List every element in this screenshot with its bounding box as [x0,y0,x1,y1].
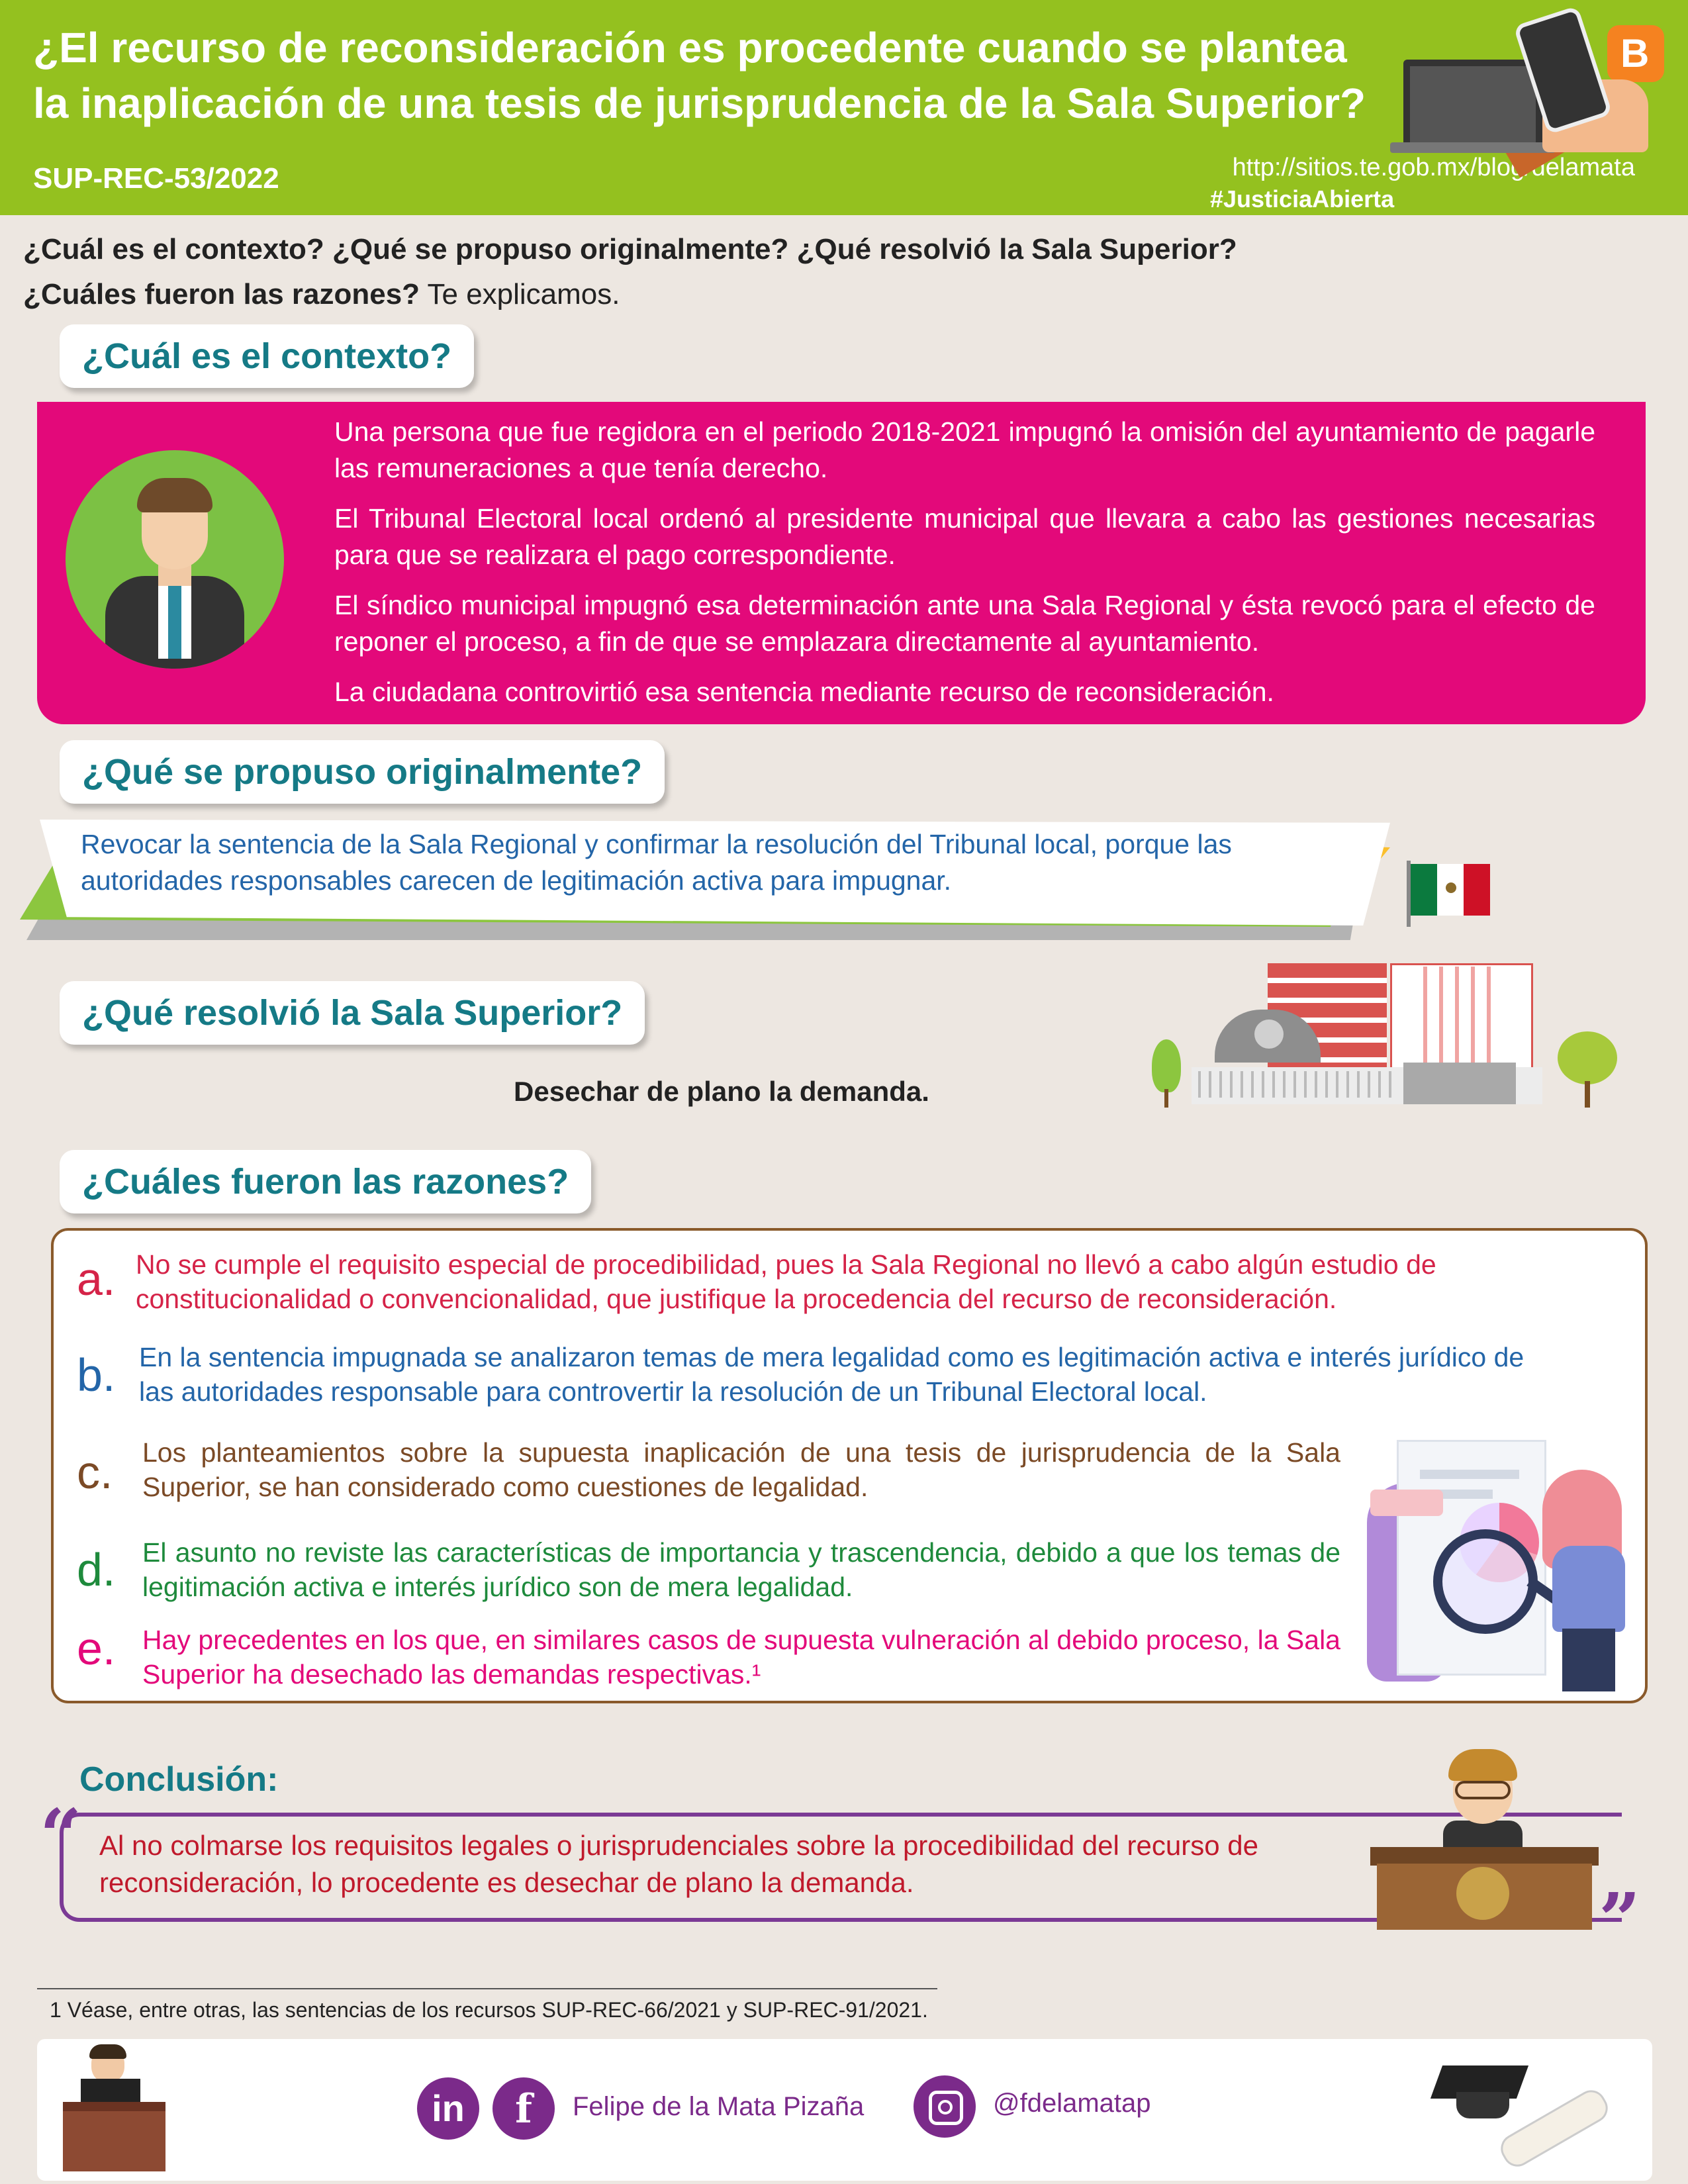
analyst-illustration [1552,1546,1625,1632]
facebook-icon[interactable]: f [492,2077,555,2140]
hashtag: #JusticiaAbierta [1210,185,1395,213]
document-line [1420,1470,1519,1479]
blog-url-link[interactable]: http://sitios.te.gob.mx/blog/delamata [1232,154,1635,181]
resolved-heading: ¿Qué resolvió la Sala Superior? [60,981,645,1045]
linkedin-icon[interactable]: in [417,2077,479,2140]
context-paragraph: Una persona que fue regidora en el periodo 2018-2021 impugnó la omisión del ayuntamiento de pagarle las remuneraciones a que tenía derecho. [334,416,1595,483]
bench-top [1370,1847,1599,1866]
judge-hair [1448,1749,1517,1781]
judge-glasses-icon [1455,1781,1511,1799]
case-number: SUP-REC-53/2022 [33,162,279,195]
reason-text: El asunto no reviste las características de importancia y trascendencia, debido a que los temas de legitimación activa e interés jurídico son de mera legalidad. [142,1537,1340,1602]
context-paragraph: El Tribunal Electoral local ordenó al presidente municipal que llevara a cabo las gestiones necesarias para que se realizara el pago correspondiente. [334,503,1595,570]
reason-letter: a. [77,1253,116,1305]
building-windows [1423,967,1496,1066]
magnifier-icon [1433,1529,1538,1634]
page-title: ¿El recurso de reconsideración es procedente cuando se plantea la inaplicación de una tesis de jurisprudencia de la Sala Superior? [33,24,1366,127]
person-avatar-icon [66,450,284,669]
intro-explain-text: Te explicamos. [420,278,620,310]
tree-icon [1558,1031,1617,1084]
laptop-icon [1403,60,1542,152]
flag-emblem-icon [1446,882,1456,893]
context-paragraph: El síndico municipal impugnó esa determinación ante una Sala Regional y ésta revocó para el efecto de reponer el proceso, a fin de que se emplazara directamente al ayuntamiento. [334,590,1595,657]
tree-trunk [1585,1081,1590,1108]
reason-letter: c. [77,1447,113,1498]
speaker-hair [89,2044,126,2059]
intro-explain [23,278,620,311]
footnote-divider [37,1988,937,1989]
scales-emblem-icon [1456,1867,1509,1920]
proposal-heading: ¿Qué se propuso originalmente? [60,740,665,804]
reason-letter: d. [77,1544,116,1595]
note-card [1370,1490,1443,1516]
reason-letter: b. [77,1349,116,1401]
instagram-icon-lens [938,2100,953,2114]
intro-questions: ¿Cuál es el contexto? ¿Qué se propuso originalmente? ¿Qué resolvió la Sala Superior? [23,233,1237,265]
reason-text: Los planteamientos sobre la supuesta inaplicación de una tesis de jurisprudencia de la Sala Superior, se han considerado como cuestiones de legalidad. [142,1437,1340,1502]
conclusion-heading: Conclusión: [79,1760,279,1799]
intro-reasons-question: ¿Cuáles fueron las razones? [23,278,420,310]
reason-letter: e. [77,1623,116,1674]
graduation-cap-base [1456,2092,1509,2118]
context-paragraph: La ciudadana controvirtió esa sentencia mediante recurso de reconsideración. [334,677,1274,707]
instagram-handle[interactable]: @fdelamatap [993,2089,1151,2118]
analyst-legs [1562,1629,1615,1691]
footnote: 1 Véase, entre otras, las sentencias de los recursos SUP-REC-66/2021 y SUP-REC-91/2021. [50,1998,928,2022]
building-emblem-icon [1254,1020,1284,1049]
podium-icon [63,2102,165,2171]
laptop-base-icon [1390,142,1556,153]
avatar-tie [168,586,181,659]
reason-text: Hay precedentes en los que, en similares casos de supuesta vulneración al debido proceso, la Sala Superior ha desechado las demandas respectivas.¹ [142,1625,1340,1689]
blogger-icon-letter: B [1620,31,1650,75]
avatar-hair [137,478,212,512]
conclusion-text: Al no colmarse los requisitos legales o jurisprudenciales sobre la procedibilidad del recurso de reconsideración, lo procedente es desechar de plano la demanda. [99,1830,1258,1898]
reason-text: No se cumple el requisito especial de procedibilidad, pues la Sala Regional no llevó a cabo algún estudio de constitucionalidad o convencionalidad, que justifique la procedencia del recurso de reconsideración. [136,1249,1436,1314]
author-name: Felipe de la Mata Pizaña [573,2092,865,2121]
reason-text: En la sentencia impugnada se analizaron temas de mera legalidad como es legitimación activa e interés jurídico de las autoridades responsable para controvertir la resolución de un Tribunal Electoral local. [139,1342,1524,1407]
context-heading: ¿Cuál es el contexto? [60,324,474,388]
close-quote-icon: ” [1599,1877,1641,1962]
reasons-heading: ¿Cuáles fueron las razones? [60,1150,591,1213]
open-quote-icon: “ [40,1793,82,1878]
proposal-text: Revocar la sentencia de la Sala Regional y confirmar la resolución del Tribunal local, porque las autoridades responsables carecen de legitimación activa para impugnar. [81,829,1232,896]
resolved-text: Desechar de plano la demanda. [514,1076,929,1107]
speaker-body [81,2079,140,2105]
